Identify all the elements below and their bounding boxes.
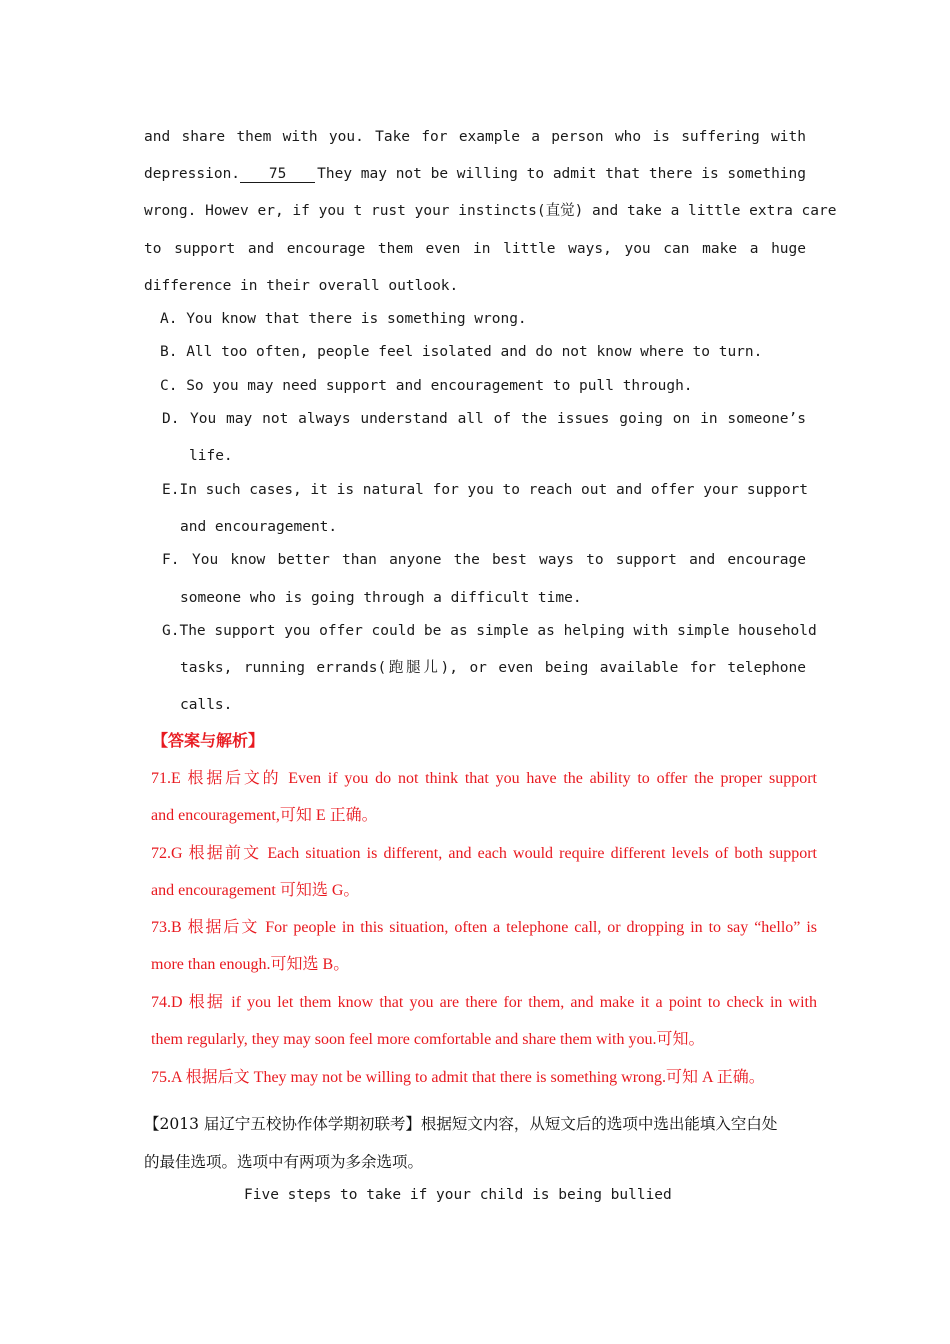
passage-line-5: difference in their overall outlook. xyxy=(144,278,459,294)
passage-line-1: and share them with you. Take for example a person who is suffering with xyxy=(144,129,806,145)
answer-75-line1: 75.A 根据后文 They may not be willing to admit that there is something wrong.可知 A 正确。 xyxy=(151,1069,765,1086)
option-a-text: You know that there is something wrong. xyxy=(186,311,527,327)
answer-71-line1: 71.E 根据后文的 Even if you do not think that you have the ability to offer the proper support xyxy=(151,770,817,787)
option-d-letter: D. xyxy=(162,411,180,427)
passage-text-depression: depression. xyxy=(144,166,241,182)
option-d-text: You may not always understand all of the issues going on in someone’s xyxy=(190,411,806,427)
option-c xyxy=(160,376,806,396)
answer-71-line2: and encouragement,可知 E 正确。 xyxy=(151,807,378,824)
option-g xyxy=(162,621,817,641)
option-a xyxy=(160,309,806,329)
option-d-cont: life. xyxy=(189,448,233,464)
answer-74-line1: 74.D 根据 if you let them know that you are there for them, and make it a point to check in with xyxy=(151,994,817,1011)
option-f-cont: someone who is going through a difficult time. xyxy=(180,590,582,606)
option-g-cont: tasks, running errands(跑腿儿), or even being available for telephone xyxy=(180,660,806,676)
option-e-text: In such cases, it is natural for you to reach out and offer your support xyxy=(179,482,809,498)
option-e-letter: E. xyxy=(162,482,180,498)
blank-75: 75 xyxy=(240,166,315,183)
section-intro-line2: 的最佳选项。选项中有两项为多余选项。 xyxy=(144,1153,424,1171)
answer-72-line1: 72.G 根据前文 Each situation is different, and each would require different levels of both support xyxy=(151,845,817,862)
option-g-text: The support you offer could be as simple as helping with simple household xyxy=(179,623,817,639)
passage-line-3: wrong. Howev er, if you t rust your instincts(直觉) and take a little extra care xyxy=(144,203,837,219)
option-f-letter: F. xyxy=(162,552,180,568)
option-e xyxy=(162,480,809,500)
option-f-text: You know better than anyone the best ways to support and encourage xyxy=(192,552,806,568)
option-b xyxy=(160,342,806,362)
option-c-letter: C. xyxy=(160,378,178,394)
answer-header: 【答案与解析】 xyxy=(152,731,265,750)
option-c-text: So you may need support and encouragement to pull through. xyxy=(186,378,693,394)
option-b-text: All too often, people feel isolated and do not know where to turn. xyxy=(186,344,763,360)
answer-73-line2: more than enough.可知选 B。 xyxy=(151,956,350,973)
passage-text-willing: They may not be willing to admit that there is something xyxy=(317,166,806,182)
section-title: Five steps to take if your child is being bullied xyxy=(244,1187,672,1203)
option-g-letter: G. xyxy=(162,623,180,639)
option-f xyxy=(162,550,806,570)
option-a-letter: A. xyxy=(160,311,178,327)
option-g-cont2: calls. xyxy=(180,697,233,713)
answer-73-line1: 73.B 根据后文 For people in this situation, often a telephone call, or dropping in to say “hello” is xyxy=(151,919,817,936)
answer-72-line2: and encouragement 可知选 G。 xyxy=(151,882,360,899)
option-e-cont: and encouragement. xyxy=(180,519,338,535)
section-intro-line1: 【2013 届辽宁五校协作体学期初联考】根据短文内容，从短文后的选项中选出能填入空白处 xyxy=(144,1115,778,1133)
answer-74-line2: them regularly, they may soon feel more comfortable and share them with you.可知。 xyxy=(151,1031,705,1048)
option-b-letter: B. xyxy=(160,344,178,360)
passage-line-4: to support and encourage them even in little ways, you can make a huge xyxy=(144,241,806,257)
passage-line-2 xyxy=(144,164,806,184)
option-d xyxy=(162,409,806,429)
